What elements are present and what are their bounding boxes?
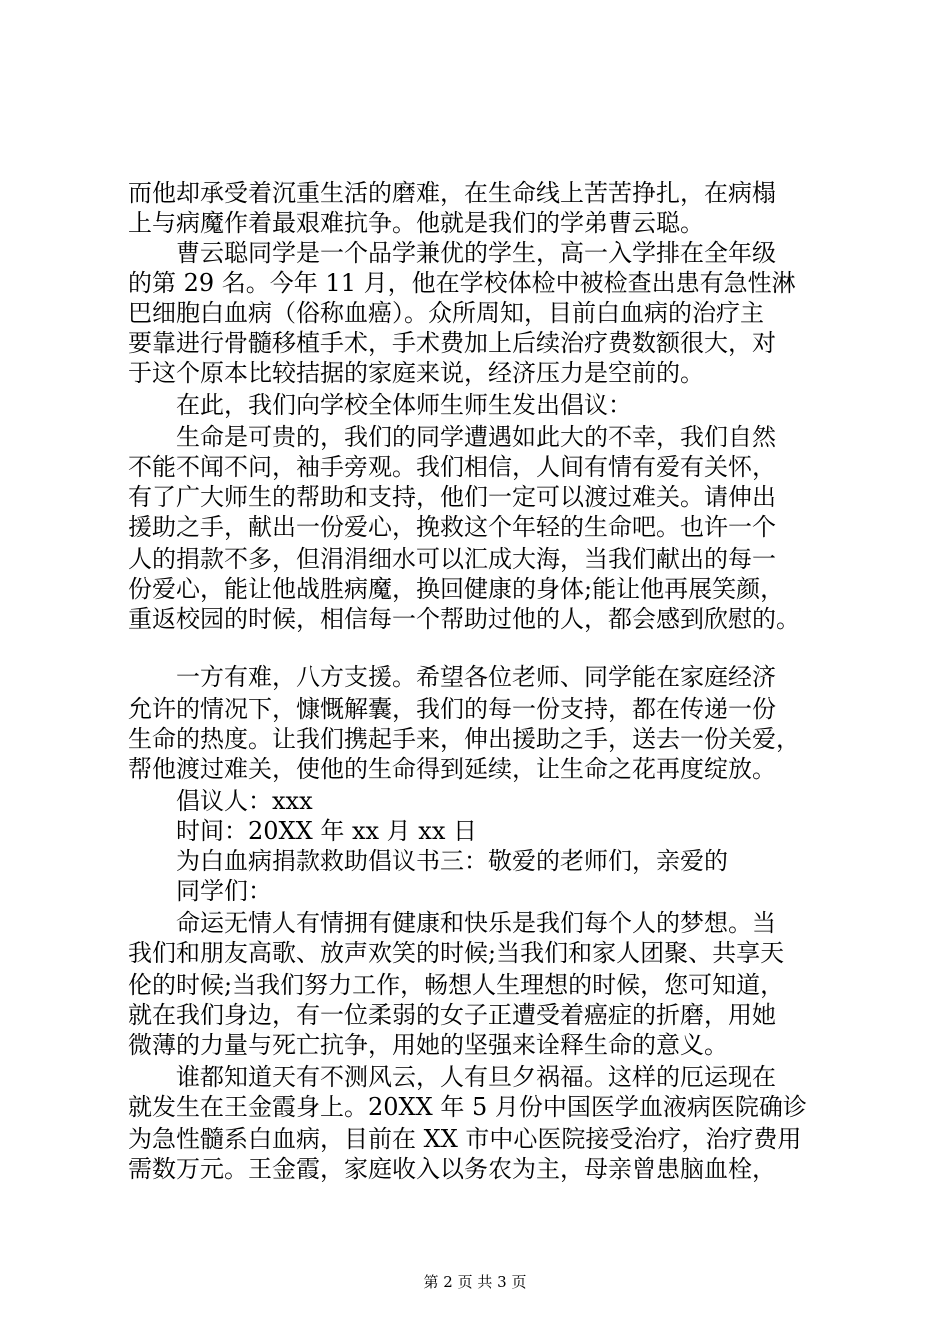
text-line: 允许的情况下，慷慨解囊，我们的每一份支持，都在传递一份 [128,695,776,723]
text-line: 于这个原本比较拮据的家庭来说，经济压力是空前的。 [128,359,704,387]
text-line: 需数万元。王金霞，家庭收入以务农为主，母亲曾患脑血栓， [128,1155,776,1183]
text-line: 不能不闻不问，袖手旁观。我们相信，人间有情有爱有关怀， [128,453,776,481]
text-line: 伦的时候;当我们努力工作，畅想人生理想的时候，您可知道， [128,971,785,999]
text-line: 一方有难，八方支援。希望各位老师、同学能在家庭经济 [176,663,776,691]
text-line: 生命的热度。让我们携起手来，伸出援助之手，送去一份关爱， [128,725,800,753]
text-line: 巴细胞白血病（俗称血癌）。众所周知，目前白血病的治疗主 [128,299,764,327]
text-line: 的第 29 名。今年 11 月，他在学校体检中被检查出患有急性淋 [128,269,796,297]
text-line: 就在我们身边，有一位柔弱的女子正遭受着癌症的折磨，用她 [128,1001,776,1029]
text-line: 就发生在王金霞身上。20XX 年 5 月份中国医学血液病医院确诊 [128,1093,807,1121]
text-line: 有了广大师生的帮助和支持，他们一定可以渡过难关。请伸出 [128,483,776,511]
text-line: 上与病魔作着最艰难抗争。他就是我们的学弟曹云聪。 [128,209,704,237]
text-line: 而他却承受着沉重生活的磨难，在生命线上苦苦挣扎，在病榻 [128,179,776,207]
text-line: 曹云聪同学是一个品学兼优的学生，高一入学排在全年级 [176,239,776,267]
text-line: 要靠进行骨髓移植手术，手术费加上后续治疗费数额很大，对 [128,329,776,357]
text-line: 为急性髓系白血病，目前在 XX 市中心医院接受治疗，治疗费用 [128,1125,802,1153]
text-line: 在此，我们向学校全体师生师生发出倡议： [176,391,632,419]
text-line: 人的捐款不多，但涓涓细水可以汇成大海，当我们献出的每一 [128,545,776,573]
text-line: 份爱心，能让他战胜病魔，换回健康的身体;能让他再展笑颜， [128,575,785,603]
text-line: 微薄的力量与死亡抗争，用她的坚强来诠释生命的意义。 [128,1031,728,1059]
text-line: 生命是可贵的，我们的同学遭遇如此大的不幸，我们自然 [176,423,776,451]
text-line: 我们和朋友高歌、放声欢笑的时候;当我们和家人团聚、共享天 [128,939,785,967]
text-line: 倡议人：xxx [176,787,313,815]
text-line: 命运无情人有情拥有健康和快乐是我们每个人的梦想。当 [176,909,776,937]
text-line: 援助之手，献出一份爱心，挽救这个年轻的生命吧。也许一个 [128,513,776,541]
text-line: 帮他渡过难关，使他的生命得到延续，让生命之花再度绽放。 [128,755,776,783]
text-line: 时间：20XX 年 xx 月 xx 日 [176,817,477,845]
text-line: 谁都知道天有不测风云，人有旦夕祸福。这样的厄运现在 [176,1063,776,1091]
page-footer: 第 2 页 共 3 页 [423,1273,527,1291]
text-line: 重返校园的时候，相信每一个帮助过他的人，都会感到欣慰的。 [128,605,800,633]
text-line: 为白血病捐款救助倡议书三：敬爱的老师们，亲爱的 [176,847,728,875]
text-line: 同学们： [176,877,272,905]
